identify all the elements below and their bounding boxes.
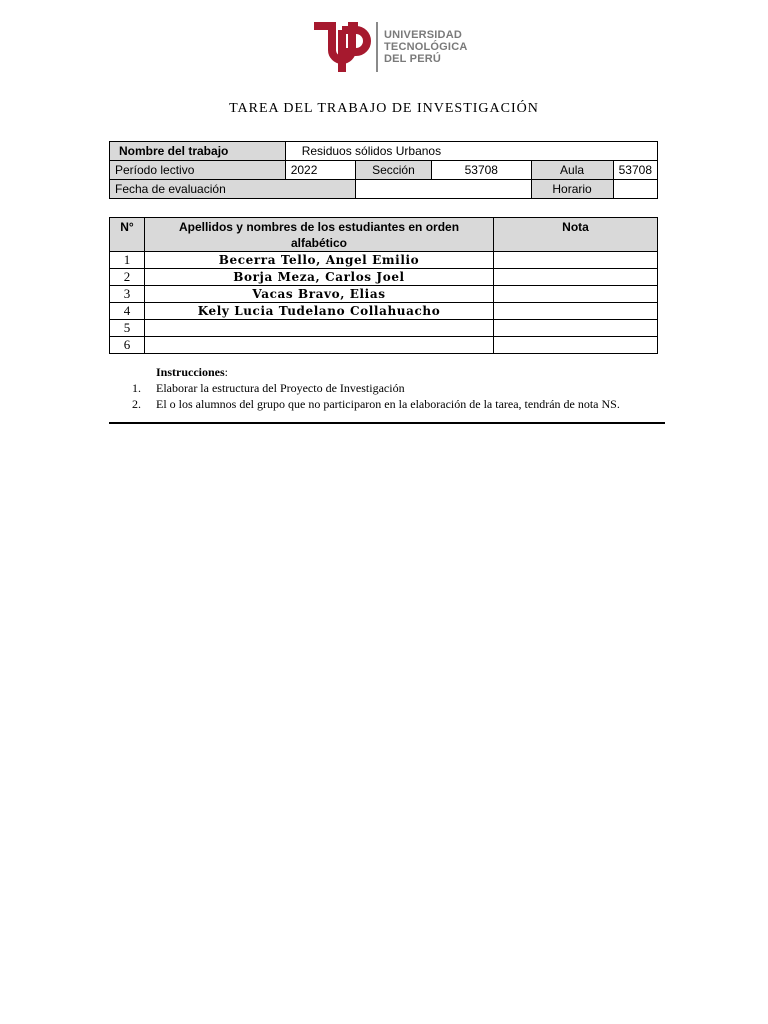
instruction-text: El o los alumnos del grupo que no participaron en la elaboración de la tarea, tendrán de nota NS. xyxy=(156,397,620,411)
student-grade xyxy=(494,269,658,286)
student-grade xyxy=(494,286,658,303)
student-name: Becerra Tello, Angel Emilio xyxy=(145,252,494,269)
table-row xyxy=(110,286,658,303)
instruction-number: 1. xyxy=(132,381,141,395)
utp-logo-icon xyxy=(312,20,372,74)
logo-line-3: DEL PERÚ xyxy=(384,53,442,65)
nombre-value: Residuos sólidos Urbanos xyxy=(285,142,657,161)
col-name-header: Apellidos y nombres de los estudiantes en orden alfabético xyxy=(145,218,494,252)
instruction-item xyxy=(132,396,692,412)
col-grade-header: Nota xyxy=(494,218,658,252)
periodo-value: 2022 xyxy=(285,161,355,180)
logo-wordmark xyxy=(384,29,467,65)
instruction-text: Elaborar la estructura del Proyecto de Investigación xyxy=(156,381,405,395)
table-row xyxy=(110,269,658,286)
student-name: Kely Lucia Tudelano Collahuacho xyxy=(145,303,494,320)
instructions-section xyxy=(132,364,692,412)
student-grade xyxy=(494,303,658,320)
row-num: 1 xyxy=(110,252,145,269)
logo-line-1: UNIVERSIDAD xyxy=(384,29,462,41)
instructions-title-text: Instrucciones xyxy=(156,365,225,379)
student-grade xyxy=(494,337,658,354)
table-row xyxy=(110,252,658,269)
row-num: 6 xyxy=(110,337,145,354)
student-grade xyxy=(494,252,658,269)
nombre-label: Nombre del trabajo xyxy=(110,142,286,161)
row-num: 4 xyxy=(110,303,145,320)
logo-line-2: TECNOLÓGICA xyxy=(384,41,468,53)
student-name: Borja Meza, Carlos Joel xyxy=(145,269,494,286)
seccion-label: Sección xyxy=(355,161,431,180)
university-logo xyxy=(312,20,472,74)
table-row xyxy=(110,337,658,354)
students-header-row xyxy=(110,218,658,252)
logo-divider xyxy=(376,22,378,72)
periodo-label: Período lectivo xyxy=(110,161,286,180)
student-name: Vacas Bravo, Elias xyxy=(145,286,494,303)
horario-value xyxy=(613,180,657,199)
aula-value: 53708 xyxy=(613,161,657,180)
instructions-title-colon: : xyxy=(224,365,229,379)
aula-label: Aula xyxy=(531,161,613,180)
row-num: 3 xyxy=(110,286,145,303)
fecha-value xyxy=(355,180,531,199)
table-row xyxy=(110,303,658,320)
horario-label: Horario xyxy=(531,180,613,199)
horizontal-rule xyxy=(109,422,665,424)
document-title: TAREA DEL TRABAJO DE INVESTIGACIÓN xyxy=(229,101,539,116)
instruction-item xyxy=(132,380,692,396)
student-name xyxy=(145,320,494,337)
info-table xyxy=(109,141,658,199)
instruction-number: 2. xyxy=(132,397,141,411)
instructions-title xyxy=(132,364,692,380)
seccion-value: 53708 xyxy=(432,161,531,180)
fecha-label: Fecha de evaluación xyxy=(110,180,356,199)
student-grade xyxy=(494,320,658,337)
student-name xyxy=(145,337,494,354)
col-num-header: N° xyxy=(110,218,145,252)
table-row xyxy=(110,320,658,337)
students-table xyxy=(109,217,658,354)
row-num: 2 xyxy=(110,269,145,286)
row-num: 5 xyxy=(110,320,145,337)
